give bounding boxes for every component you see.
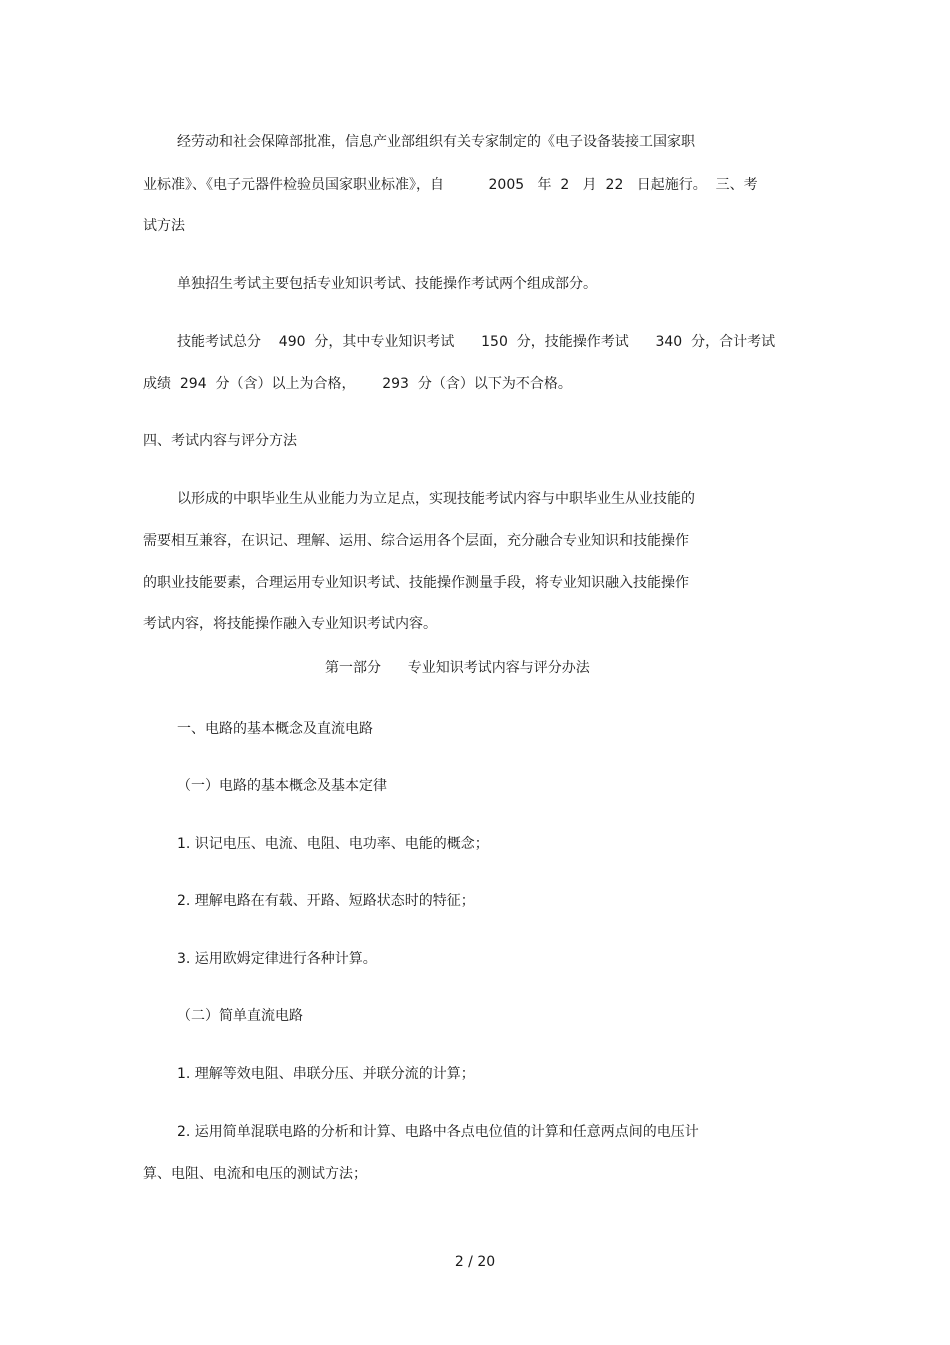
para3-line2: 成绩 294 分（含）以上为合格， 293 分（含）以下为不合格。 (143, 376, 572, 392)
para1-line2: 业标准》、《电子元器件检验员国家职业标准》，自 2005 年 2 月 22 日起施行。 三、考 (143, 177, 758, 193)
list-item: 1. 理解等效电阻、串联分压、并联分流的计算； (177, 1066, 475, 1082)
chapter-heading: 一、电路的基本概念及直流电路 (177, 721, 373, 737)
subsection-heading-1: （一）电路的基本概念及基本定律 (177, 778, 387, 794)
para4-line2: 需要相互兼容，在识记、理解、运用、综合运用各个层面，充分融合专业知识和技能操作 (143, 533, 689, 549)
list-item: 2. 运用简单混联电路的分析和计算、电路中各点电位值的计算和任意两点间的电压计 (177, 1124, 699, 1140)
subsection-heading-2: （二）简单直流电路 (177, 1008, 303, 1024)
page-number: 2 / 20 (454, 1254, 496, 1270)
para1-line3: 试方法 (143, 218, 185, 234)
para4-line1: 以形成的中职毕业生从业能力为立足点，实现技能考试内容与中职毕业生从业技能的 (177, 491, 695, 507)
section-heading: 四、考试内容与评分方法 (143, 433, 297, 449)
para4-line3: 的职业技能要素，合理运用专业知识考试、技能操作测量手段，将专业知识融入技能操作 (143, 575, 689, 591)
part-title: 第一部分 专业知识考试内容与评分办法 (325, 660, 590, 676)
list-item: 3. 运用欧姆定律进行各种计算。 (177, 951, 377, 967)
para4-line4: 考试内容，将技能操作融入专业知识考试内容。 (143, 616, 437, 632)
list-item-continuation: 算、电阻、电流和电压的测试方法； (143, 1166, 367, 1182)
list-item: 2. 理解电路在有载、开路、短路状态时的特征； (177, 893, 475, 909)
para2-line1: 单独招生考试主要包括专业知识考试、技能操作考试两个组成部分。 (177, 276, 597, 292)
para1-line1: 经劳动和社会保障部批准，信息产业部组织有关专家制定的《电子设备装接工国家职 (177, 134, 695, 150)
para3-line1: 技能考试总分 490 分，其中专业知识考试 150 分，技能操作考试 340 分，合计考试 (177, 334, 776, 350)
list-item: 1. 识记电压、电流、电阻、电功率、电能的概念； (177, 836, 489, 852)
